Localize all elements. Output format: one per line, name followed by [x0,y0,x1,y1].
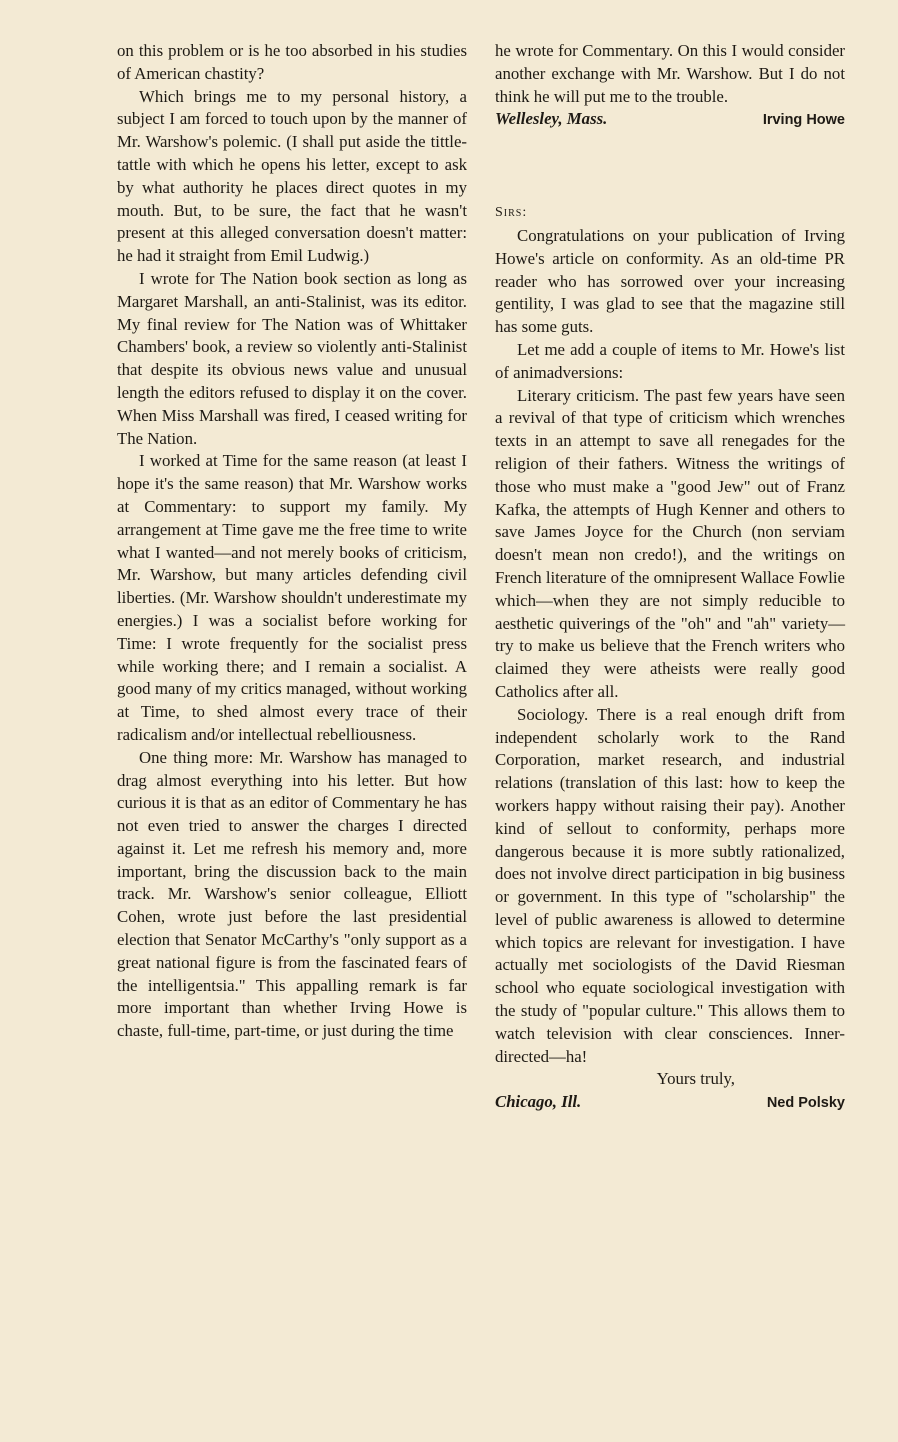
paragraph: I worked at Time for the same reason (at least I hope it's the same reason) that Mr. Warshow works at Commentary: to support my family. My arrangement at Time gave me the free time to write what I wanted—and not merely books of criticism, Mr. Warshow, but many articles defending civil liberties. (Mr. Warshow shouldn't underestimate my energies.) I was a socialist before working for Time: I wrote frequently for the socialist press while working there; and I remain a socialist. A good many of my critics managed, without working at Time, to shed almost every trace of their radicalism and/or intellectual rebelliousness. [117,451,467,744]
paragraph: Which brings me to my personal history, a subject I am forced to touch upon by the manner of Mr. Warshow's polemic. (I shall put aside the tittle-tattle with which he opens his letter, except to ask by what authority he places direct quotes in my mouth. But, to be sure, the fact that he wasn't present at this alleged conversation doesn't matter: he had it straight from Emil Ludwig.) [117,86,467,266]
signer-name: Irving Howe [762,112,845,129]
signer-name: Ned Polsky [766,1095,845,1112]
letter-separator [495,132,845,202]
paragraph: One thing more: Mr. Warshow has managed to drag almost everything into his letter. But how curious it is that as an editor of Commentary he has not even tried to answer the charges I directed against it. Let me refresh his memory and, more important, bring the discussion back to the main track. Mr. Warshow's senior colleague, Elliott Cohen, wrote just before the last presidential election that Senator McCarthy's "only support as a great national figure is from the fascinated fears of the intelligentsia." This appalling remark is far more important than whether Irving Howe is chaste, full-time, part-time, or just during the time [117,747,467,1041]
salutation: Sirs: [495,205,528,221]
paragraph: on this problem or is he too absorbed in his studies of American chastity? [117,41,467,83]
closing: Yours truly, [656,1069,735,1089]
signature-line [495,108,845,132]
right-column [495,40,845,1115]
place-name: Wellesley, Mass. [495,109,608,129]
paragraph: Sociology. There is a real enough drift from independent scholarly work to the Rand Corporation, market research, and industrial relations (translation of this last: how to keep the workers happy without raising their pay). Another kind of sellout to conformity, perhaps more dangerous because it is more subtly rationalized, does not involve direct participation in big business or government. In this type of "scholarship" the level of public awareness is allowed to determine which topics are relevant for investigation. I have actually met sociologists of the David Riesman school who equate sociological investigation with the study of "popular culture." This allows them to watch television with clear consciences. Inner-directed—ha! [495,704,845,1066]
place-name: Chicago, Ill. [495,1092,582,1112]
paragraph: Congratulations on your publication of Irving Howe's article on conformity. As an old-time PR reader who has sorrowed over your increasing gentility, I was glad to see that the magazine still has some guts. [495,225,845,337]
paragraph: he wrote for Commentary. On this I would consider another exchange with Mr. Warshow. But I do not think he will put me to the trouble. [495,41,845,106]
left-column [117,40,467,1043]
paragraph: Literary criticism. The past few years have seen a revival of that type of criticism which wrenches texts in an attempt to save all renegades for the religion of their fathers. Witness the writings of those who must make a "good Jew" out of Franz Kafka, the attempts of Hugh Kenner and others to save James Joyce for the Church (non serviam doesn't mean non credo!), and the writings on French literature of the omnipresent Wallace Fowlie which—when they are not simply reducible to aesthetic quiverings of the "oh" and "ah" variety—try to make us believe that the French writers who claimed they were atheists were really good Catholics after all. [495,385,845,701]
paragraph: I wrote for The Nation book section as long as Margaret Marshall, an anti-Stalinist, was its editor. My final review for The Nation was of Whittaker Chambers' book, a review so violently anti-Stalinist that despite its obvious news value and unusual length the editors refused to display it on the cover. When Miss Marshall was fired, I ceased writing for The Nation. [117,268,467,448]
signature-line [495,1091,845,1115]
paragraph: Let me add a couple of items to Mr. Howe's list of animadversions: [495,339,845,382]
